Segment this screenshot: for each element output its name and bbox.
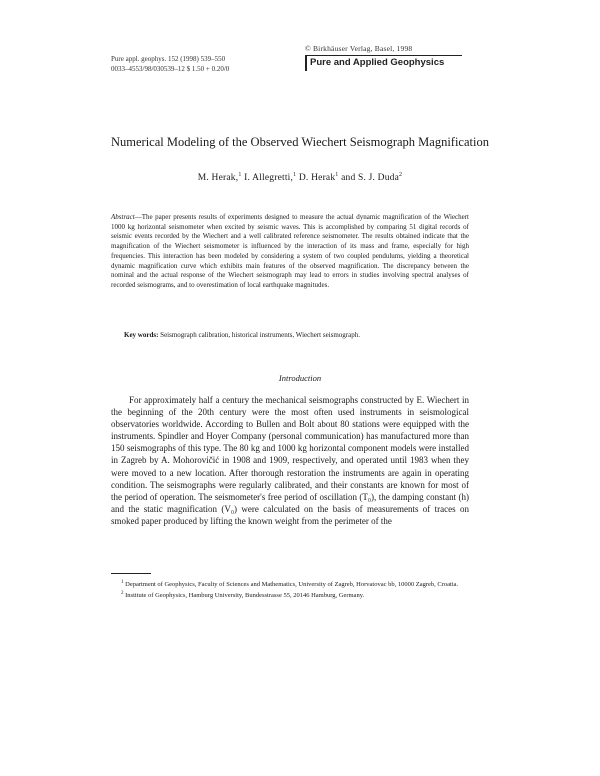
- footnotes: [111, 578, 469, 600]
- journal-reference: Pure appl. geophys. 152 (1998) 539–550: [111, 55, 226, 63]
- paper-title: Numerical Modeling of the Observed Wiechert Seismograph Magnification: [111, 135, 489, 149]
- issn-line: 0033–4553/98/030539–12 $ 1.50 + 0.20/0: [111, 65, 230, 73]
- section-heading-introduction: Introduction: [278, 373, 322, 383]
- keywords-text: Seismograph calibration, historical instruments, Wiechert seismograph.: [160, 331, 360, 339]
- abstract-text: —The paper presents results of experiments designed to measure the actual dynamic magnification of the Wiechert 1000 kg horizontal seismometer when excited by seismic waves. This is accomplished by comparing 51 digital records of seismic events recorded by the Wiechert and a well calibrated reference seismometer. The results obtained indicate that the magnification of the Wiechert seismometer is influenced by the interaction of its mass and frame, especially for high frequencies. This interaction has been modeled by considering a system of two coupled pendulums, yielding a theoretical dynamic magnification curve which exhibits main features of the observed magnification. The discrepancy between the nominal and the actual response of the Wiechert seismograph may lead to errors in studies involving spectral analyses of recorded seismograms, and to overestimation of local earthquake magnitudes.: [111, 213, 469, 289]
- author-4: and S. J. Duda: [341, 173, 400, 184]
- author-4-affiliation: 2: [399, 172, 403, 178]
- author-2-affiliation: 1: [293, 172, 297, 178]
- footnote-divider: [111, 573, 151, 574]
- keywords: [124, 331, 469, 339]
- author-1-affiliation: 1: [238, 172, 242, 178]
- author-3-affiliation: 1: [335, 172, 339, 178]
- journal-citation: [111, 54, 229, 74]
- footnote-2-text: Institute of Geophysics, Hamburg University, Bundesstrasse 55, 20146 Hamburg, Germany.: [125, 592, 365, 600]
- abstract-label: Abstract: [111, 213, 135, 221]
- publisher-copyright: © Birkhäuser Verlag, Basel, 1998: [305, 44, 413, 53]
- author-3: D. Herak: [298, 173, 336, 184]
- body-text: [111, 394, 469, 527]
- author-list: [110, 172, 490, 183]
- author-2: I. Allegretti,: [244, 173, 294, 184]
- footnote-1-mark: 1: [121, 580, 124, 585]
- journal-name: Pure and Applied Geophysics: [310, 57, 445, 68]
- footnote-1: [111, 578, 469, 589]
- abstract: [111, 213, 469, 291]
- keywords-label: Key words:: [124, 331, 159, 339]
- paragraph: For approximately half a century the mechanical seismographs constructed by E. Wiechert in the beginning of the 20th century were the most often used instruments in seismological observatories worldwide. According to Bullen and Bolt about 80 stations were equipped with the instruments. Spindler and Hoyer Company (personal communication) has manufactured more than 150 seismographs of this type. The 80 kg and 1000 kg horizontal component models were installed in Zagreb by A. Mohorovičić in 1908 and 1909, respectively, and operated until 1983 when they were moved to a new location. After thorough restoration the instruments are again in operating condition. The seismographs were regularly calibrated, and their constants are known for most of the period of operation. The seismometer's free period of oscillation (T₀), the damping constant (h) and the static magnification (V₀) were calculated on the basis of measurements of traces on smoked paper produced by lifting the known weight from the perimeter of the: [111, 395, 469, 526]
- footnote-1-text: Department of Geophysics, Faculty of Sciences and Mathematics, University of Zagreb, Horvatovac bb, 10000 Zagreb, Croatia.: [125, 581, 459, 589]
- footnote-2-mark: 2: [121, 591, 124, 597]
- footnote-2: [111, 589, 469, 600]
- author-1: M. Herak,: [197, 173, 239, 184]
